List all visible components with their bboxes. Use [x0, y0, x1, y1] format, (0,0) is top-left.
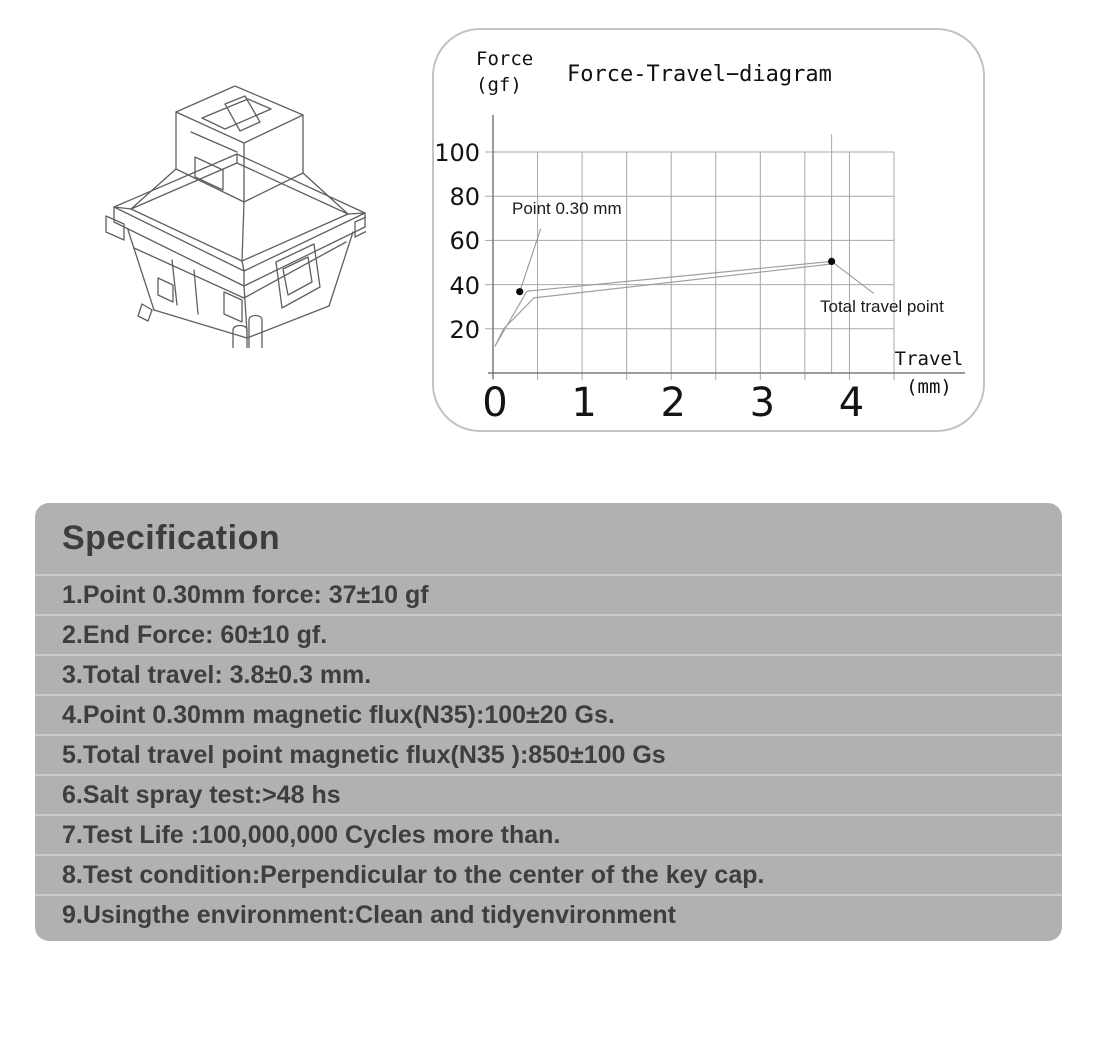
switch-line-art [106, 86, 366, 348]
spec-item: 3.Total travel: 3.8±0.3 mm. [35, 654, 1062, 694]
x-axis-label-line1: Travel [894, 348, 964, 370]
press-curve [495, 261, 832, 346]
y-tick-label: 60 [449, 227, 480, 256]
total-travel-annotation: Total travel point [820, 297, 944, 316]
spec-item: 6.Salt spray test:>48 hs [35, 774, 1062, 814]
spec-item: 9.Usingthe environment:Clean and tidyenvironment [35, 894, 1062, 934]
x-tick-label: 0 [482, 380, 508, 426]
x-tick-label: 1 [571, 380, 597, 426]
y-tick-label: 100 [434, 139, 480, 167]
x-axis-label-line2: (mm) [906, 376, 952, 398]
spec-item: 4.Point 0.30mm magnetic flux(N35):100±20 Gs. [35, 694, 1062, 734]
y-tick-label: 20 [449, 315, 480, 344]
specification-panel [35, 503, 1062, 941]
release-curve [495, 264, 832, 347]
force-travel-chart-panel [432, 28, 985, 432]
x-tick-label: 3 [749, 380, 776, 426]
y-axis-label [476, 46, 533, 98]
y-axis-label-line2: (gf) [476, 74, 522, 96]
x-tick-label: 2 [660, 380, 686, 426]
specification-title: Specification [62, 519, 281, 557]
spec-item: 8.Test condition:Perpendicular to the center of the key cap. [35, 854, 1062, 894]
spec-item: 1.Point 0.30mm force: 37±10 gf [35, 574, 1062, 614]
spec-item: 7.Test Life :100,000,000 Cycles more than. [35, 814, 1062, 854]
spec-item: 5.Total travel point magnetic flux(N35 ):850±100 Gs [35, 734, 1062, 774]
annotation-leader-line [832, 261, 874, 293]
specification-list [35, 574, 1062, 934]
actuation-point-annotation: Point 0.30 mm [512, 199, 622, 218]
y-tick-label: 80 [449, 183, 480, 212]
chart-title: Force-Travel−diagram [567, 62, 832, 87]
data-point-dot [828, 258, 835, 265]
y-tick-label: 40 [449, 271, 480, 300]
switch-illustration [74, 70, 366, 348]
x-tick-label: 4 [838, 380, 865, 426]
x-axis-label [886, 345, 972, 401]
spec-item: 2.End Force: 60±10 gf. [35, 614, 1062, 654]
y-axis-label-line1: Force [476, 48, 534, 70]
data-point-dot [516, 288, 523, 295]
